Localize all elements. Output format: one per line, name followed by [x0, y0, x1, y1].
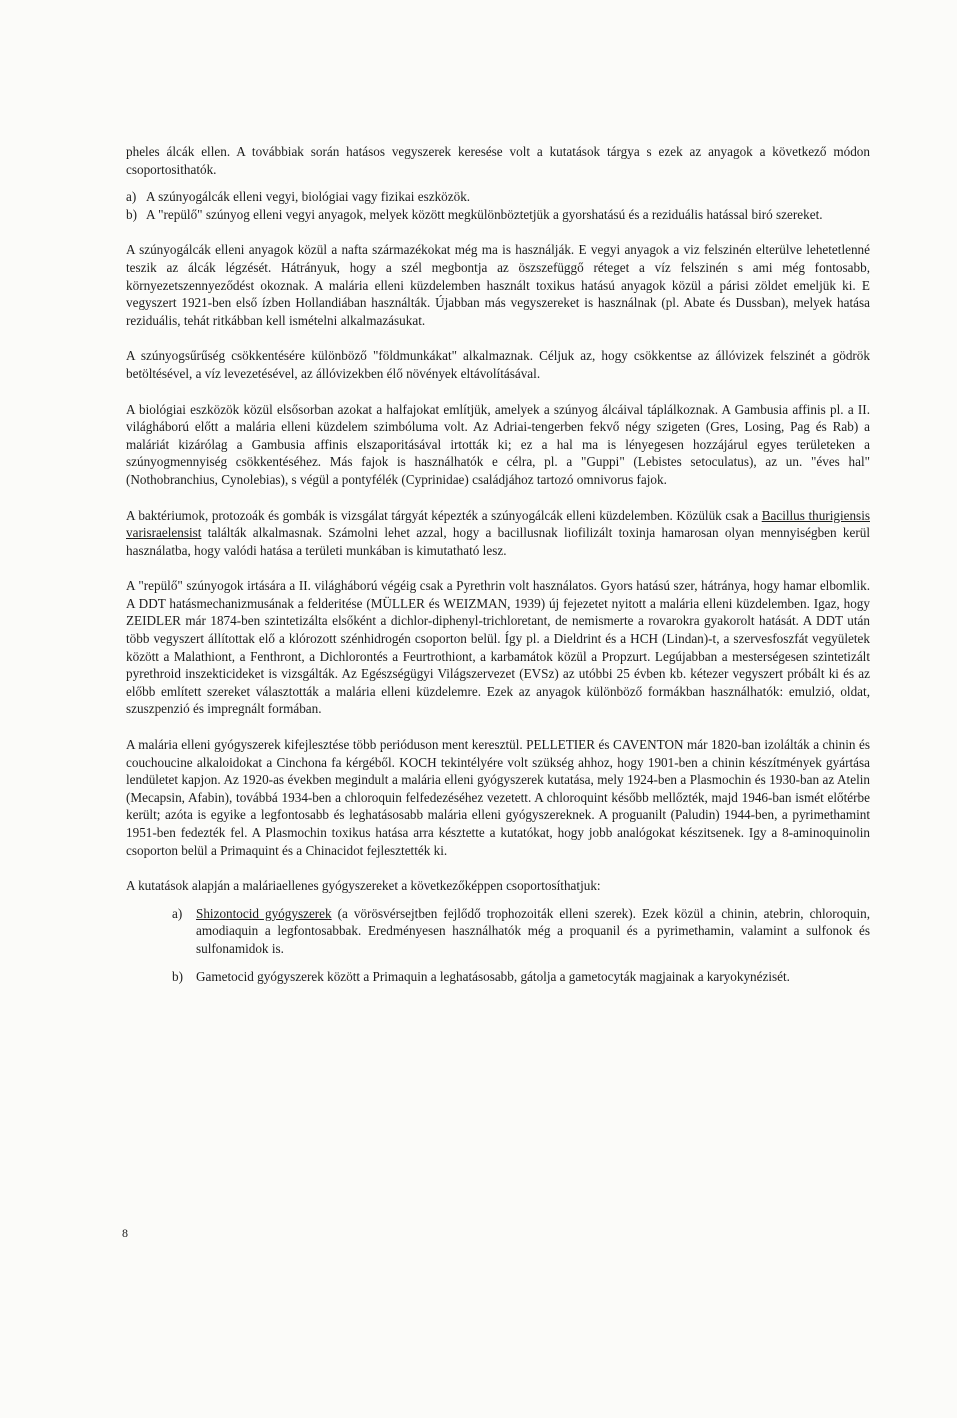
- list-item-text: A "repülő" szúnyog elleni vegyi anyagok, melyek között megkülönböztetjük a gyorshatású és a reziduális hatással biró szereket.: [146, 206, 823, 222]
- underlined-term: Bacillus thurigiensis varisraelensist: [126, 507, 870, 541]
- underlined-term: Shizontocid gyógyszerek: [196, 905, 332, 921]
- list-item-text: Gametocid gyógyszerek között a Primaquin a leghatásosabb, gátolja a gametocyták magjainak a karyokynézisét.: [196, 968, 790, 984]
- list-item-text: A szúnyogálcák elleni vegyi, biológiai vagy fizikai eszközök.: [146, 189, 471, 205]
- list-item: [126, 188, 870, 206]
- paragraph-drugs: A malária elleni gyógyszerek kifejlesztése több perióduson ment keresztül. PELLETIER és CAVENTON már 1820-ban izolálták a chinin és couchoucine alkaloidokat a Cinchona fa kérgéből. KOCH tekintélyére volt szükség ahhoz, hogy 1901-ben a chinin készítmények gyártása lendületet kapjon. Az 1920-as években megindult a malária elleni gyógyszerek kutatása, mely 1924-ben a Plasmochin és 1930-ban az Atelin (Mecapsin, Afabin), továbbá 1934-ben a chloroquin felfedezéséhez vezetett. A chloroquint később mellőzték, majd 1946-ban ismét előtérbe került; azóta is egyike a legfontosabb és leghatásosabb malária elleni gyógyszereknek. A proguanilt (Paludin) 1944-ben, a pyrimethamint 1951-ben fedezték fel. A Plasmochin toxikus hatása arra késztette a kutatókat, hogy jobb analógokat készitsenek. Igy a 8-aminoquinolin csoporton belül a Primaquint és a Chinacidot fejlesztették ki.: [126, 737, 870, 858]
- paragraph-intro: pheles álcák ellen. A továbbiak során hatásos vegyszerek keresése volt a kutatások tárgya s ezek az anyagok a következő módon csoportosithatók.: [126, 144, 870, 177]
- list-item: [172, 905, 870, 958]
- text-run: találták alkalmasnak. Számolni lehet azzal, hogy a bacillusnak liofilizált toxinja hamarosan olyan mennyiségben kerül használatba, hogy valódi hatása a területi munkában is kimutatható lesz.: [126, 525, 870, 558]
- paragraph-classification: A kutatások alapján a maláriaellenes gyógyszereket a következőképpen csoportosíthatjuk:: [126, 878, 601, 894]
- text-run: A baktériumok, protozoák és gombák is vizsgálat tárgyát képezték a szúnyogálcák elleni küzdelemben. Közülük csak a: [126, 507, 762, 523]
- list-item: [172, 968, 870, 986]
- paragraph-bacteria: [126, 507, 870, 560]
- list-item: [126, 206, 870, 224]
- list-marker: a): [172, 905, 183, 921]
- paragraph-earthworks: A szúnyogsűrűség csökkentésére különböző "földmunkákat" alkalmaznak. Céljuk az, hogy csökkentse az állóvizek felszinét a gödrök betöltésével, a víz levezetésével, az állóvizekben élő növények eltávolításával.: [126, 348, 870, 381]
- drug-class-list: [172, 905, 870, 985]
- vector-control-list: [126, 188, 870, 223]
- paragraph-larvicides: A szúnyogálcák elleni anyagok közül a nafta származékokat még ma is használják. E vegyi anyagok a viz felszinén elterülve lehetetlenné teszik az álcák légzését. Hátrányuk, hogy a szél megbontja az öszszefüggő réteget a víz felszinén s ami még fontosabb, környezetszennyeződést okoznak. A malária elleni küzdelemben használt toxikus hatású anyagok közül a párisi zöldet emeljük ki. E vegyszert 1921-ben első ízben Hollandiában használták. Újabban más vegyszereket is használnak (pl. Abate és Dussban), melyek hatása reziduális, tehát ritkábban kell ismételni alkalmazásukat.: [126, 242, 870, 328]
- list-item-text: [196, 905, 870, 958]
- paragraph-adulticides: A "repülő" szúnyogok irtására a II. világháború végéig csak a Pyrethrin volt használatos. Gyors hatású szer, hátránya, hogy hamar elbomlik. A DDT hatásmechanizmusának a felderitése (MÜLLER és WEIZMAN, 1939) új fejezetet nyitott a malária elleni küzdelemben. Igaz, hogy ZEIDLER már 1874-ben szintetizálta elsőként a dichlor-diphenyl-trichloretant, de nemismerte a rovarokra gyakorolt hatását. A DDT után több vegyszert állítottak elő a klórozott szénhidrogén csoporton belül. Így pl. a Dieldrint és a HCH (Lindan)-t, a szervesfoszfát vegyületek között a Malathiont, a Fenthront, a Dichlorontés a Feurtrothiont, a karbamátok közül a Propzurt. Legújabban a mesterségesen szintetizált pyrethroid inszekticideket is vizsgálták. Az Egészségügyi Világszervezet (EVSz) az utóbbi 25 évben kb. kétezer vegyszert próbált ki és az előbb említett szereket választották a malária elleni küzdelemre. Ezek az anyagok különböző formákban használhatók: emulzió, oldat, szuszpenzió és impregnált formában.: [126, 578, 870, 717]
- list-marker: b): [172, 968, 183, 984]
- paragraph-biological: A biológiai eszközök közül elsősorban azokat a halfajokat említjük, amelyek a szúnyog álcáival táplálkoznak. A Gambusia affinis pl. a II. világháború előtt a malária elleni küzdelem szimbóluma volt. Az Adriai-tengerben fekvő négy szigeten (Gres, Losing, Pag és Rab) a maláriát kizárólag a Gambusia affinis elszaporitásával irtották ki; ez a hal ma is lényegesen hozzájárul egyes területeken a szúnyogmennyiség csökkentéséhez. Más fajok is használhatók e célra, pl. a "Guppi" (Lebistes setoculatus), az un. "éves hal" (Nothobranchius, Cynolebias), s végül a pontyfélék (Cyprinidae) családjához tartozó omnivorus fajok.: [126, 401, 870, 487]
- text-run: (a vörösvérsejtben fejlődő trophozoiták elleni szerek). Ezek közül a chinin, atebrin, chloroquin, amodiaquin a legfontosabbak. Eredményesen használhatók még a proquanil és a pyrimethamin, valamint a sulfonok és sulfonamidok is.: [196, 905, 870, 956]
- list-marker: a): [126, 189, 137, 205]
- page-body: [126, 143, 870, 999]
- list-marker: b): [126, 206, 137, 222]
- page-number: 8: [122, 1226, 128, 1240]
